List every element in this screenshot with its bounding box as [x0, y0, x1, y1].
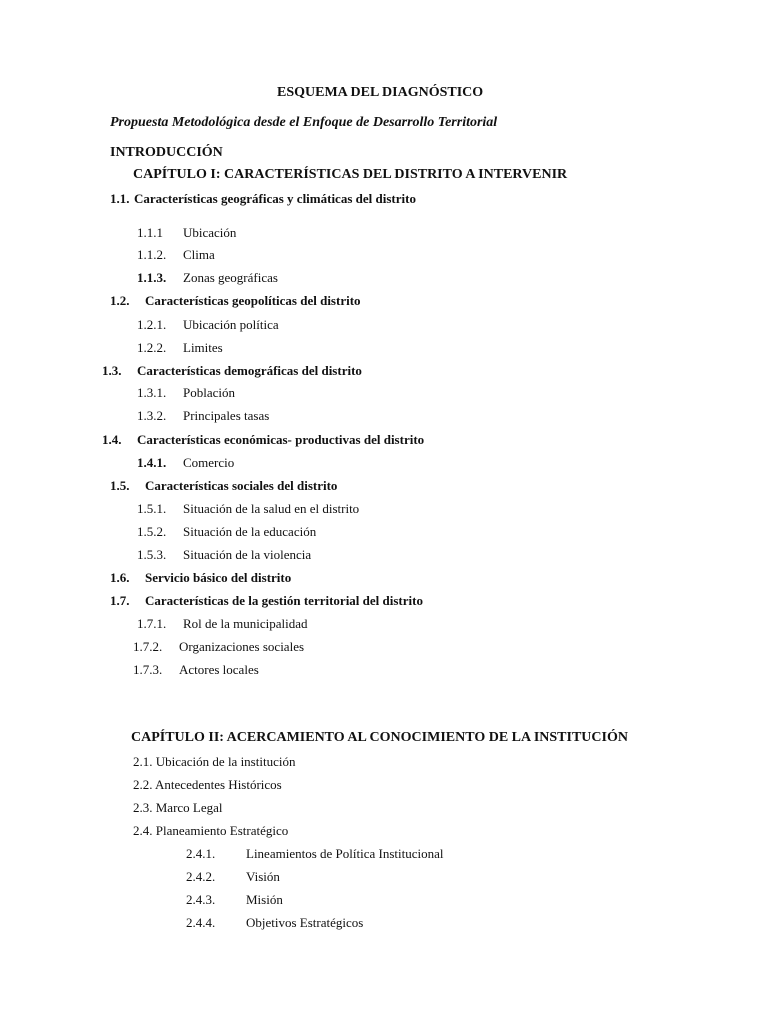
section-1-4 — [102, 433, 424, 446]
subsection-label: Clima — [183, 247, 215, 262]
subsection-number: 1.7.3. — [133, 662, 163, 677]
subsection-number: 1.7.2. — [133, 639, 163, 654]
section-number: 1.5. — [110, 478, 130, 493]
subsection-label: Situación de la educación — [183, 524, 317, 539]
subsection-2-4-3 — [186, 893, 283, 906]
subsection-number: 1.1.2. — [137, 247, 167, 262]
section-number: 1.2. — [110, 293, 130, 308]
section-2-4: 2.4. Planeamiento Estratégico — [133, 823, 289, 838]
subsection-number: 2.4.2. — [186, 869, 216, 884]
subsection-label: Comercio — [183, 455, 235, 470]
subsection-label: Rol de la municipalidad — [183, 616, 308, 631]
subsection-1-1-3 — [137, 271, 278, 284]
section-label: Características económicas- productivas del distrito — [137, 432, 425, 447]
subsection-1-3-2 — [137, 409, 269, 422]
subsection-label: Ubicación política — [183, 317, 279, 332]
section-2-3: 2.3. Marco Legal — [133, 800, 223, 815]
subsection-label: Lineamientos de Política Institucional — [246, 846, 444, 861]
section-label: Servicio básico del distrito — [145, 570, 292, 585]
subsection-number: 1.1.1 — [137, 225, 163, 240]
section-1-1 — [110, 192, 416, 205]
section-label: Características demográficas del distrito — [137, 363, 362, 378]
introduction-heading: INTRODUCCIÓN — [110, 145, 223, 160]
subsection-number: 1.2.2. — [137, 340, 167, 355]
subsection-number: 1.3.1. — [137, 385, 167, 400]
section-label: Características geográficas y climáticas del distrito — [134, 191, 416, 206]
subsection-1-5-3 — [137, 548, 311, 561]
subsection-number: 1.5.3. — [137, 547, 167, 562]
section-1-6 — [110, 571, 291, 584]
subsection-label: Organizaciones sociales — [179, 639, 305, 654]
section-label: Características geopolíticas del distrito — [145, 293, 361, 308]
section-number: 1.7. — [110, 593, 130, 608]
subsection-number: 1.5.2. — [137, 524, 167, 539]
subsection-label: Misión — [246, 892, 283, 907]
subsection-1-7-1 — [137, 617, 308, 630]
subsection-label: Objetivos Estratégicos — [246, 915, 364, 930]
subsection-1-2-1 — [137, 318, 279, 331]
subsection-number: 1.3.2. — [137, 408, 167, 423]
subsection-label: Población — [183, 385, 235, 400]
section-label: Características sociales del distrito — [145, 478, 338, 493]
subsection-1-4-1 — [137, 456, 234, 469]
subsection-1-2-2 — [137, 341, 223, 354]
section-number: 1.1. — [110, 191, 130, 206]
subsection-1-1-2 — [137, 248, 215, 261]
subsection-label: Principales tasas — [183, 408, 270, 423]
subsection-1-7-3 — [133, 663, 259, 676]
subsection-1-1-1 — [137, 226, 236, 239]
subsection-label: Situación de la violencia — [183, 547, 312, 562]
subsection-label: Limites — [183, 340, 223, 355]
section-number: 1.6. — [110, 570, 130, 585]
section-1-3 — [102, 364, 362, 377]
section-1-7 — [110, 594, 423, 607]
subsection-number: 2.4.4. — [186, 915, 216, 930]
subsection-2-4-2 — [186, 870, 280, 883]
subsection-number: 1.5.1. — [137, 501, 167, 516]
document-title: ESQUEMA DEL DIAGNÓSTICO — [277, 85, 484, 100]
section-1-2 — [110, 294, 361, 307]
subsection-1-7-2 — [133, 640, 304, 653]
chapter-2-title: CAPÍTULO II: ACERCAMIENTO AL CONOCIMIENTO DE LA INSTITUCIÓN — [131, 730, 628, 745]
subsection-number: 2.4.3. — [186, 892, 216, 907]
subsection-label: Actores locales — [179, 662, 259, 677]
subsection-1-5-1 — [137, 502, 359, 515]
section-number: 1.3. — [102, 363, 122, 378]
subsection-1-3-1 — [137, 386, 235, 399]
subsection-label: Visión — [246, 869, 280, 884]
section-2-1: 2.1. Ubicación de la institución — [133, 754, 296, 769]
subsection-2-4-1 — [186, 847, 443, 860]
subsection-number: 1.7.1. — [137, 616, 167, 631]
subsection-1-5-2 — [137, 525, 316, 538]
section-label: Características de la gestión territorial del distrito — [145, 593, 423, 608]
subsection-label: Ubicación — [183, 225, 237, 240]
subsection-number: 1.1.3. — [137, 270, 167, 285]
subsection-label: Zonas geográficas — [183, 270, 278, 285]
subsection-label: Situación de la salud en el distrito — [183, 501, 360, 516]
chapter-1-title: CAPÍTULO I: CARACTERÍSTICAS DEL DISTRITO A INTERVENIR — [133, 167, 568, 182]
subtitle: Propuesta Metodológica desde el Enfoque de Desarrollo Territorial — [110, 115, 498, 130]
subsection-number: 1.2.1. — [137, 317, 167, 332]
section-2-2: 2.2. Antecedentes Históricos — [133, 777, 282, 792]
section-number: 1.4. — [102, 432, 122, 447]
subsection-number: 1.4.1. — [137, 455, 167, 470]
subsection-number: 2.4.1. — [186, 846, 216, 861]
section-1-5 — [110, 479, 337, 492]
subsection-2-4-4 — [186, 916, 363, 929]
